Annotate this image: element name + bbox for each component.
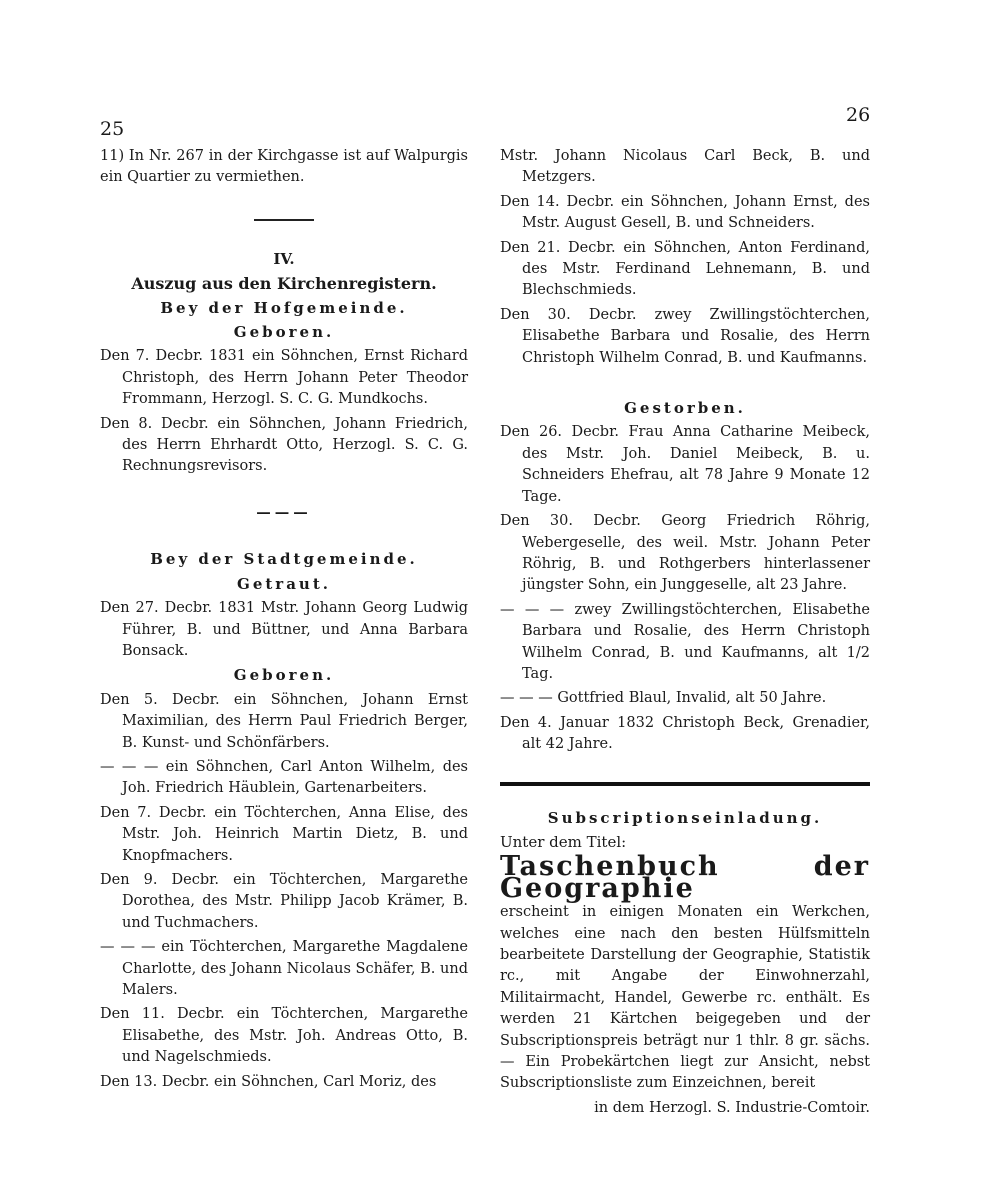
geboren-heading-hof: Geboren. xyxy=(233,323,335,342)
section-number: IV. xyxy=(273,249,295,268)
unter-titel: Unter dem Titel: xyxy=(500,832,627,851)
entry-birth: Den 21. Decbr. ein Söhnchen, Anton Ferdinand, des Mstr. Ferdinand Lehnemann, B. und Blechschmieds. xyxy=(500,239,870,299)
subscription-heading: Subscriptionseinladung. xyxy=(547,808,823,827)
divider-dashes: ——— xyxy=(256,503,312,521)
entry-birth-cont: Mstr. Johann Nicolaus Carl Beck, B. und Metzgers. xyxy=(500,148,870,186)
divider-short xyxy=(254,219,314,221)
entry-death: — — — zwey Zwillingstöchterchen, Elisabethe Barbara und Rosalie, des Herrn Christoph Wilhelm Conrad, B. und Kaufmanns, alt 1/2 Tag. xyxy=(500,601,870,682)
entry-birth: Den 14. Decbr. ein Söhnchen, Johann Ernst, des Mstr. August Gesell, B. und Schneiders. xyxy=(500,193,870,232)
entry-marriage: Den 27. Decbr. 1831 Mstr. Johann Georg Ludwig Führer, B. und Büttner, und Anna Barbara Bonsack. xyxy=(100,600,468,659)
entry-stadt-birth: — — — ein Söhnchen, Carl Anton Wilhelm, des Joh. Friedrich Häublein, Gartenarbeiters. xyxy=(100,758,468,797)
entry-death: — — — Gottfried Blaul, Invalid, alt 50 Jahre. xyxy=(500,690,827,707)
spacer xyxy=(500,372,870,398)
gestorben-heading: Gestorben. xyxy=(624,399,746,418)
entry-death: Den 4. Januar 1832 Christoph Beck, Grenadier, alt 42 Jahre. xyxy=(500,714,870,753)
subscription-text: erscheint in einigen Monaten ein Werkchen, welches eine nach den besten Hülfsmitteln bearbeitete Darstellung der Geographie, Statistik rc., mit Angabe der Einwohnerzahl, Militairmacht, Handel, Gewerbe rc. enthält. Es werden 21 Kärtchen beigegeben und der Subscriptionspreis beträgt nur 1 thlr. 8 gr. sächs. — Ein Probekärtchen liegt zur Ansicht, nebst Subscriptionsliste zum Einzeichnen, bereit xyxy=(500,904,870,1092)
divider-heavy xyxy=(500,782,870,786)
entry-hof-birth: Den 7. Decbr. 1831 ein Söhnchen, Ernst Richard Christoph, des Herrn Johann Peter Theodor Frommann, Herzogl. S. C. G. Mundkochs. xyxy=(100,348,468,408)
geboren-heading-stadt: Geboren. xyxy=(233,666,335,685)
entry-death: Den 26. Decbr. Frau Anna Catharine Meibeck, des Mstr. Joh. Daniel Meibeck, B. u. Schneiders Ehefrau, alt 78 Jahre 9 Monate 12 Tage. xyxy=(500,424,870,505)
hofgemeinde-heading: Bey der Hofgemeinde. xyxy=(160,298,408,317)
stadtgemeinde-heading: Bey der Stadtgemeinde. xyxy=(150,550,418,569)
entry-stadt-birth: — — — ein Töchterchen, Margarethe Magdalene Charlotte, des Johann Nicolaus Schäfer, B. und Malers. xyxy=(100,939,468,998)
entry-stadt-birth: Den 11. Decbr. ein Töchterchen, Margarethe Elisabethe, des Mstr. Joh. Andreas Otto, B. und Nagelschmieds. xyxy=(100,1006,468,1066)
page-number-right: 26 xyxy=(846,104,871,126)
section-title: Auszug aus den Kirchenregistern. xyxy=(131,274,437,294)
book-title: Taschenbuch der Geographie xyxy=(500,851,870,904)
entry-stadt-birth: Den 13. Decbr. ein Söhnchen, Carl Moriz, des xyxy=(100,1073,437,1090)
entry-birth: Den 30. Decbr. zwey Zwillingstöchterchen, Elisabethe Barbara und Rosalie, des Herrn Christoph Wilhelm Conrad, B. und Kaufmanns. xyxy=(500,306,870,366)
entry-hof-birth: Den 8. Decbr. ein Söhnchen, Johann Friedrich, des Herrn Ehrhardt Otto, Herzogl. S. C. G. Rechnungsrevisors. xyxy=(100,415,468,475)
getraut-heading: Getraut. xyxy=(237,574,331,593)
entry-stadt-birth: Den 7. Decbr. ein Töchterchen, Anna Elise, des Mstr. Joh. Heinrich Martin Dietz, B. und Knopfmachers. xyxy=(100,804,468,864)
entry-death: Den 30. Decbr. Georg Friedrich Röhrig, Webergeselle, des weil. Mstr. Johann Peter Röhrig, B. und Rothgerbers hinterlassener jüngster Sohn, ein Junggeselle, alt 23 Jahre. xyxy=(500,513,870,594)
right-column xyxy=(500,146,870,1122)
page-number-left: 25 xyxy=(100,118,125,140)
notice-quartier: 11) In Nr. 267 in der Kirchgasse ist auf Walpurgis ein Quartier zu vermiethen. xyxy=(100,148,468,186)
entry-stadt-birth: Den 9. Decbr. ein Töchterchen, Margarethe Dorothea, des Mstr. Philipp Jacob Krämer, B. und Tuchmachers. xyxy=(100,871,468,931)
signature: in dem Herzogl. S. Industrie-Comtoir. xyxy=(594,1099,870,1116)
entry-stadt-birth: Den 5. Decbr. ein Söhnchen, Johann Ernst Maximilian, des Herrn Paul Friedrich Berger, B. Kunst- und Schönfärbers. xyxy=(100,691,468,751)
left-column xyxy=(100,146,468,1096)
